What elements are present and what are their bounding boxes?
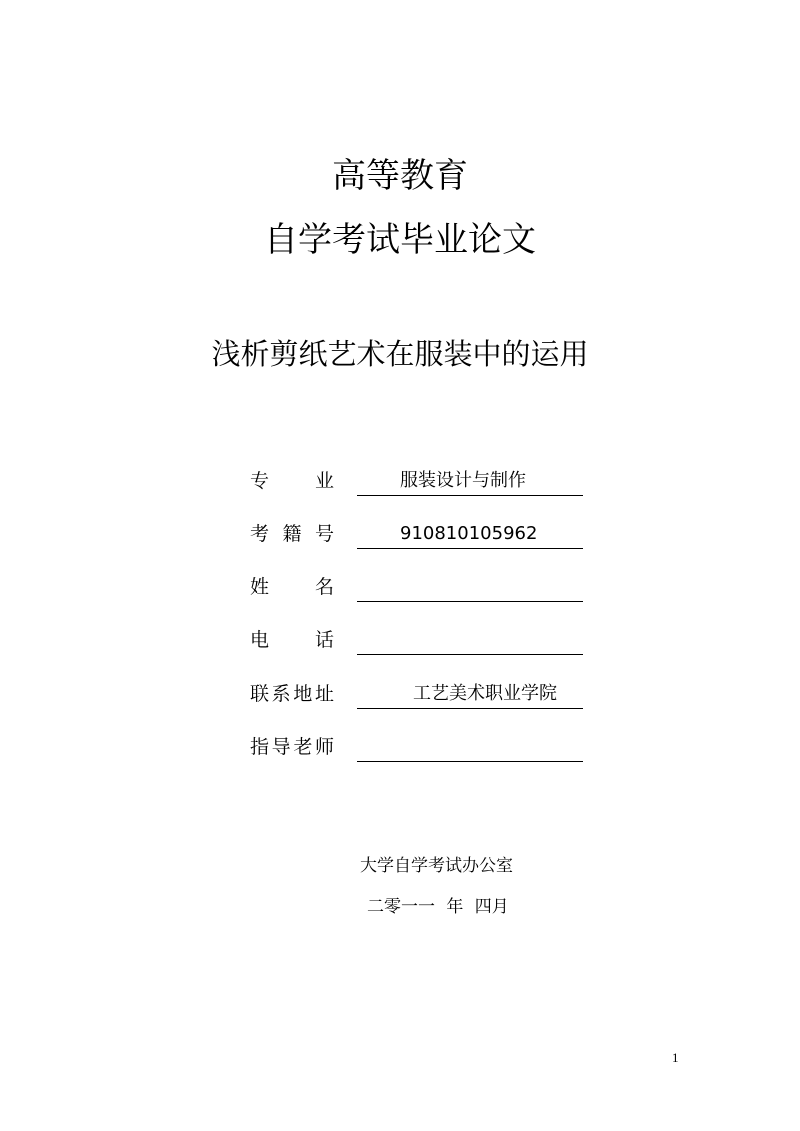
field-row-major xyxy=(0,467,800,497)
label-char: 考 xyxy=(250,523,270,545)
label-char: 指 xyxy=(250,736,270,758)
field-underline-phone xyxy=(357,626,583,655)
label-char: 籍 xyxy=(282,523,302,545)
field-underline-name xyxy=(357,573,583,602)
field-label-address xyxy=(250,680,334,708)
label-char: 师 xyxy=(314,736,334,758)
label-char: 号 xyxy=(314,523,334,545)
thesis-title: 浅析剪纸艺术在服装中的运用 xyxy=(211,337,589,371)
field-value-major: 服装设计与制作 xyxy=(400,470,526,491)
label-char: 电 xyxy=(250,629,270,651)
label-char: 专 xyxy=(250,470,270,492)
label-char: 话 xyxy=(314,629,334,651)
issue-date: 二零一一 年 四月 xyxy=(367,897,509,917)
label-char: 址 xyxy=(314,683,334,705)
label-char: 系 xyxy=(271,683,291,705)
page-number: 1 xyxy=(672,1050,679,1065)
field-row-exam-number xyxy=(0,520,800,550)
label-char: 地 xyxy=(293,683,313,705)
field-row-phone xyxy=(0,626,800,656)
label-char: 名 xyxy=(314,576,334,598)
issuing-office: 大学自学考试办公室 xyxy=(360,856,513,876)
field-row-address xyxy=(0,680,800,710)
label-char: 导 xyxy=(271,736,291,758)
field-label-advisor xyxy=(250,733,334,761)
label-char: 联 xyxy=(250,683,270,705)
field-value-exam-number: 910810105962 xyxy=(400,523,538,544)
field-row-advisor xyxy=(0,733,800,763)
field-row-name xyxy=(0,573,800,603)
field-label-exam-number xyxy=(250,520,334,548)
label-char: 业 xyxy=(314,470,334,492)
title-line-2: 自学考试毕业论文 xyxy=(264,220,536,260)
field-label-major xyxy=(250,467,334,495)
label-char: 姓 xyxy=(250,576,270,598)
title-line-1: 高等教育 xyxy=(332,156,468,196)
field-label-phone xyxy=(250,626,334,654)
field-underline-advisor xyxy=(357,733,583,762)
field-value-address: 工艺美术职业学院 xyxy=(413,683,557,704)
label-char: 老 xyxy=(293,736,313,758)
field-label-name xyxy=(250,573,334,601)
